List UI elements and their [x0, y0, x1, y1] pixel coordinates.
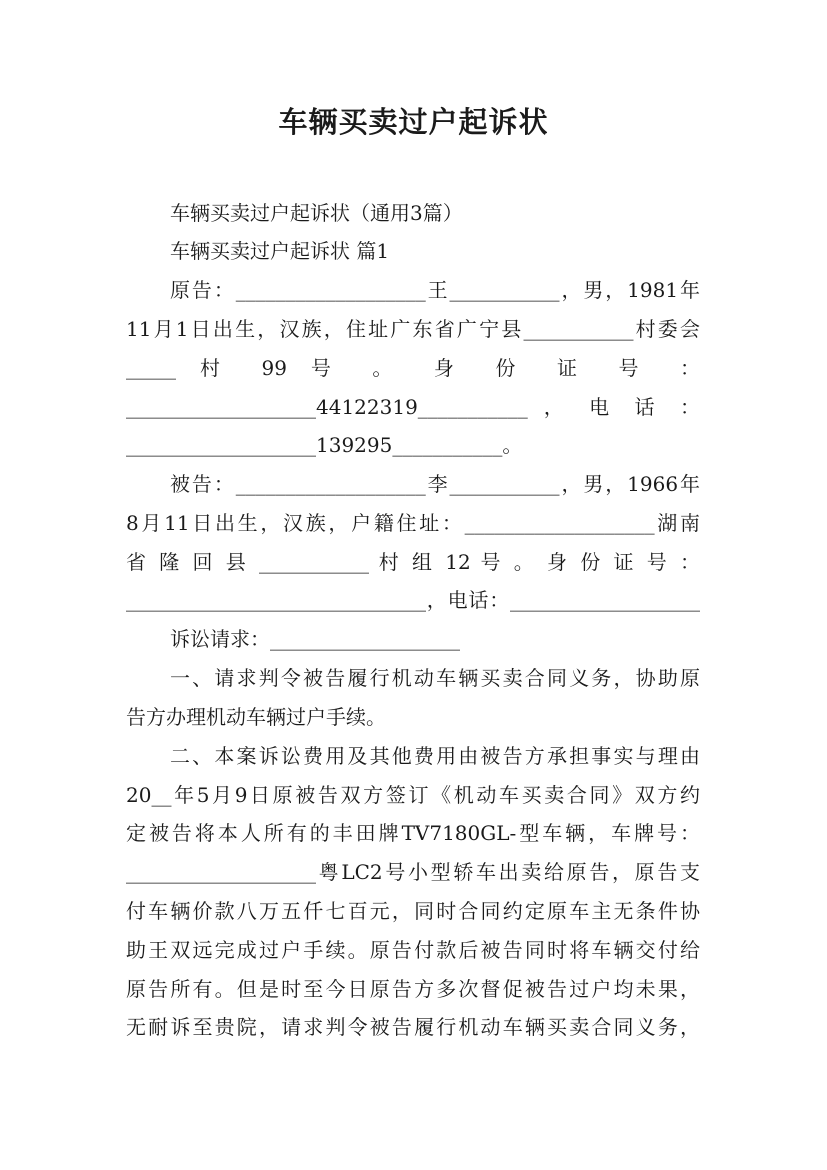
claims-heading: 诉讼请求：___________________: [170, 627, 460, 651]
plaintiff-line-2: 11月1日出生，汉族，住址广东省广宁县___________村委会: [126, 317, 700, 341]
defendant-line-2: 8月11日出生，汉族，户籍住址：___________________湖南: [126, 511, 700, 535]
plaintiff-line-1: 原告：___________________王___________，男，1981年: [170, 278, 700, 302]
plaintiff-line-5: ___________________139295___________。: [126, 433, 523, 457]
defendant-line-4: ______________________________，电话：___________________: [126, 588, 700, 612]
document-title: 车辆买卖过户起诉状: [278, 105, 549, 139]
claim-1-line-1: 一、请求判令被告履行机动车辆买卖合同义务，协助原: [170, 666, 700, 690]
claim-1-line-2: 告方办理机动车辆过户手续。: [126, 705, 386, 729]
body-line-2: 定被告将本人所有的丰田牌TV7180GL-型车辆，车牌号：: [126, 821, 700, 845]
plaintiff-line-3: _____ 村 99 号 。 身 份 证 号 ：: [126, 356, 700, 380]
body-line-7: 无耐诉至贵院，请求判令被告履行机动车辆买卖合同义务，: [126, 1015, 700, 1039]
plaintiff-line-4: ___________________44122319___________ ， 电 话 ：: [126, 395, 700, 419]
body-line-6: 原告所有。但是时至今日原告方多次督促被告过户均未果，: [126, 977, 700, 1001]
section-heading: 车辆买卖过户起诉状 篇1: [170, 239, 390, 263]
body-line-4: 付车辆价款八万五仟七百元，同时合同约定原车主无条件协: [126, 899, 700, 923]
body-line-3: ___________________粤LC2号小型轿车出卖给原告，原告支: [126, 860, 700, 884]
defendant-line-1: 被告：___________________李___________，男，1966年: [170, 472, 700, 496]
body-line-5: 助王双远完成过户手续。原告付款后被告同时将车辆交付给: [126, 938, 700, 962]
subtitle-line: 车辆买卖过户起诉状（通用3篇）: [170, 201, 463, 225]
defendant-line-3: 省 隆 回 县 ___________ 村 组 12 号 。 身 份 证 号 ：: [126, 550, 700, 574]
body-line-1: 20__年5月9日原被告双方签订《机动车买卖合同》双方约: [126, 783, 700, 807]
claim-2-line-1: 二、本案诉讼费用及其他费用由被告方承担事实与理由: [170, 744, 700, 768]
